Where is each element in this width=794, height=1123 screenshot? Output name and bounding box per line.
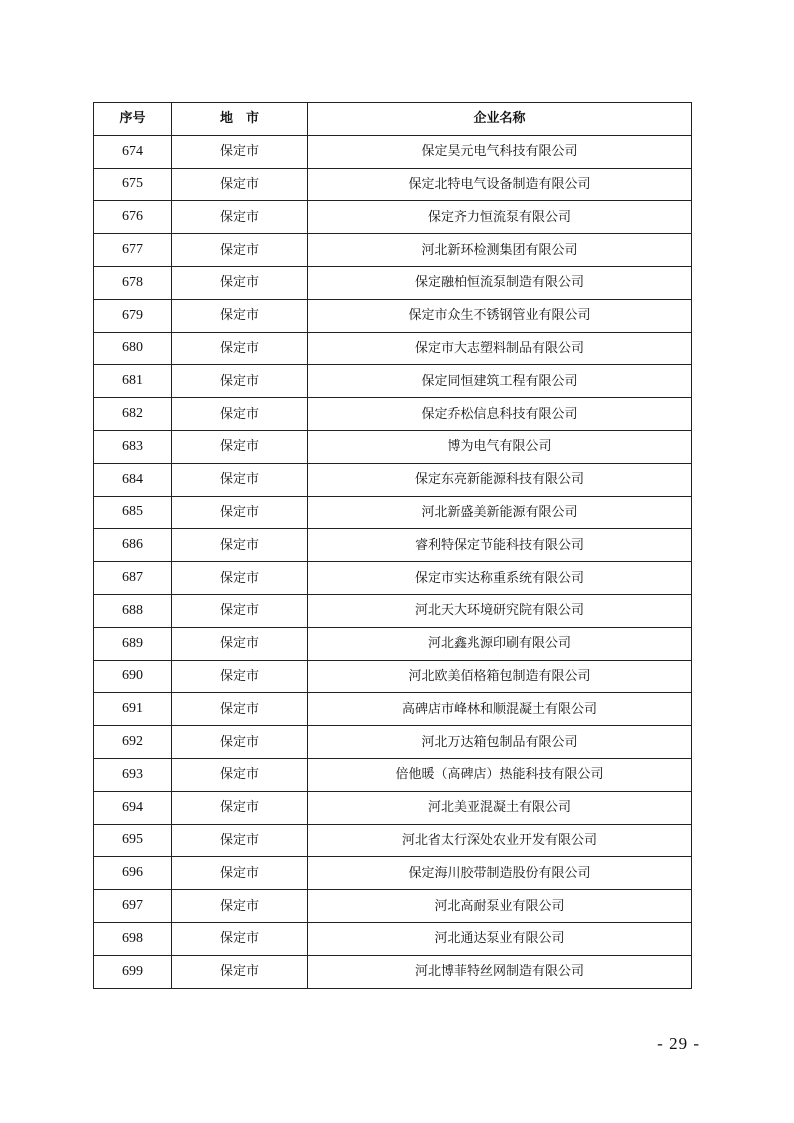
company-name-cell: 河北新环检测集团有限公司	[308, 234, 692, 267]
company-name-cell: 高碑店市峰林和顺混凝土有限公司	[308, 693, 692, 726]
company-name-cell: 河北万达箱包制品有限公司	[308, 726, 692, 759]
table-row	[94, 627, 692, 660]
serial-number-cell: 687	[94, 562, 172, 595]
city-cell: 保定市	[172, 234, 308, 267]
company-name-cell: 保定市众生不锈钢管业有限公司	[308, 299, 692, 332]
table-row	[94, 758, 692, 791]
city-cell: 保定市	[172, 890, 308, 923]
table-row	[94, 463, 692, 496]
company-name-cell: 河北高耐泵业有限公司	[308, 890, 692, 923]
serial-number-cell: 689	[94, 627, 172, 660]
serial-number-cell: 686	[94, 529, 172, 562]
city-cell: 保定市	[172, 824, 308, 857]
company-name-cell: 河北天大环境研究院有限公司	[308, 594, 692, 627]
company-name-cell: 河北通达泵业有限公司	[308, 922, 692, 955]
city-cell: 保定市	[172, 201, 308, 234]
city-cell: 保定市	[172, 955, 308, 988]
table-row	[94, 201, 692, 234]
table-row	[94, 562, 692, 595]
table-row	[94, 955, 692, 988]
city-cell: 保定市	[172, 463, 308, 496]
table-row	[94, 890, 692, 923]
table-row	[94, 693, 692, 726]
table-row	[94, 234, 692, 267]
company-name-cell: 河北美亚混凝土有限公司	[308, 791, 692, 824]
company-name-cell: 保定融柏恒流泵制造有限公司	[308, 266, 692, 299]
serial-number-cell: 692	[94, 726, 172, 759]
company-name-cell: 河北新盛美新能源有限公司	[308, 496, 692, 529]
company-name-cell: 保定北特电气设备制造有限公司	[308, 168, 692, 201]
city-cell: 保定市	[172, 693, 308, 726]
city-cell: 保定市	[172, 726, 308, 759]
company-name-cell: 保定海川胶带制造股份有限公司	[308, 857, 692, 890]
serial-number-cell: 677	[94, 234, 172, 267]
city-cell: 保定市	[172, 562, 308, 595]
city-cell: 保定市	[172, 594, 308, 627]
serial-number-cell: 684	[94, 463, 172, 496]
serial-number-cell: 675	[94, 168, 172, 201]
serial-number-cell: 695	[94, 824, 172, 857]
serial-number-cell: 694	[94, 791, 172, 824]
serial-number-cell: 698	[94, 922, 172, 955]
company-name-cell: 保定市大志塑料制品有限公司	[308, 332, 692, 365]
header-serial-number: 序号	[94, 103, 172, 136]
table-row	[94, 529, 692, 562]
serial-number-cell: 690	[94, 660, 172, 693]
table-row	[94, 135, 692, 168]
header-company-name: 企业名称	[308, 103, 692, 136]
city-cell: 保定市	[172, 299, 308, 332]
city-cell: 保定市	[172, 758, 308, 791]
company-name-cell: 博为电气有限公司	[308, 430, 692, 463]
city-cell: 保定市	[172, 627, 308, 660]
page-number: - 29 -	[657, 1034, 700, 1053]
table-row	[94, 791, 692, 824]
company-name-cell: 保定乔松信息科技有限公司	[308, 398, 692, 431]
table-header-row	[94, 103, 692, 136]
serial-number-cell: 681	[94, 365, 172, 398]
table-row	[94, 266, 692, 299]
company-name-cell: 睿利特保定节能科技有限公司	[308, 529, 692, 562]
company-name-cell: 保定齐力恒流泵有限公司	[308, 201, 692, 234]
table-row	[94, 496, 692, 529]
city-cell: 保定市	[172, 529, 308, 562]
city-cell: 保定市	[172, 791, 308, 824]
table-row	[94, 332, 692, 365]
serial-number-cell: 676	[94, 201, 172, 234]
company-name-cell: 倍他暖（高碑店）热能科技有限公司	[308, 758, 692, 791]
serial-number-cell: 688	[94, 594, 172, 627]
company-table	[93, 102, 692, 989]
serial-number-cell: 674	[94, 135, 172, 168]
city-cell: 保定市	[172, 857, 308, 890]
company-name-cell: 河北省太行深处农业开发有限公司	[308, 824, 692, 857]
table-row	[94, 398, 692, 431]
table-row	[94, 430, 692, 463]
city-cell: 保定市	[172, 430, 308, 463]
serial-number-cell: 697	[94, 890, 172, 923]
table-body	[94, 135, 692, 988]
city-cell: 保定市	[172, 266, 308, 299]
table-row	[94, 660, 692, 693]
serial-number-cell: 693	[94, 758, 172, 791]
company-name-cell: 河北欧美佰格箱包制造有限公司	[308, 660, 692, 693]
serial-number-cell: 683	[94, 430, 172, 463]
table-row	[94, 365, 692, 398]
table-row	[94, 726, 692, 759]
city-cell: 保定市	[172, 398, 308, 431]
city-cell: 保定市	[172, 332, 308, 365]
company-name-cell: 河北鑫兆源印刷有限公司	[308, 627, 692, 660]
table-row	[94, 168, 692, 201]
header-city: 地 市	[172, 103, 308, 136]
company-name-cell: 保定东亮新能源科技有限公司	[308, 463, 692, 496]
company-name-cell: 保定市实达称重系统有限公司	[308, 562, 692, 595]
serial-number-cell: 696	[94, 857, 172, 890]
serial-number-cell: 678	[94, 266, 172, 299]
table-row	[94, 594, 692, 627]
table-row	[94, 824, 692, 857]
company-name-cell: 保定昊元电气科技有限公司	[308, 135, 692, 168]
table-row	[94, 857, 692, 890]
serial-number-cell: 680	[94, 332, 172, 365]
table-row	[94, 922, 692, 955]
company-name-cell: 保定同恒建筑工程有限公司	[308, 365, 692, 398]
serial-number-cell: 691	[94, 693, 172, 726]
serial-number-cell: 682	[94, 398, 172, 431]
serial-number-cell: 679	[94, 299, 172, 332]
city-cell: 保定市	[172, 660, 308, 693]
city-cell: 保定市	[172, 496, 308, 529]
city-cell: 保定市	[172, 135, 308, 168]
table-row	[94, 299, 692, 332]
serial-number-cell: 685	[94, 496, 172, 529]
city-cell: 保定市	[172, 922, 308, 955]
city-cell: 保定市	[172, 168, 308, 201]
serial-number-cell: 699	[94, 955, 172, 988]
city-cell: 保定市	[172, 365, 308, 398]
company-name-cell: 河北博菲特丝网制造有限公司	[308, 955, 692, 988]
